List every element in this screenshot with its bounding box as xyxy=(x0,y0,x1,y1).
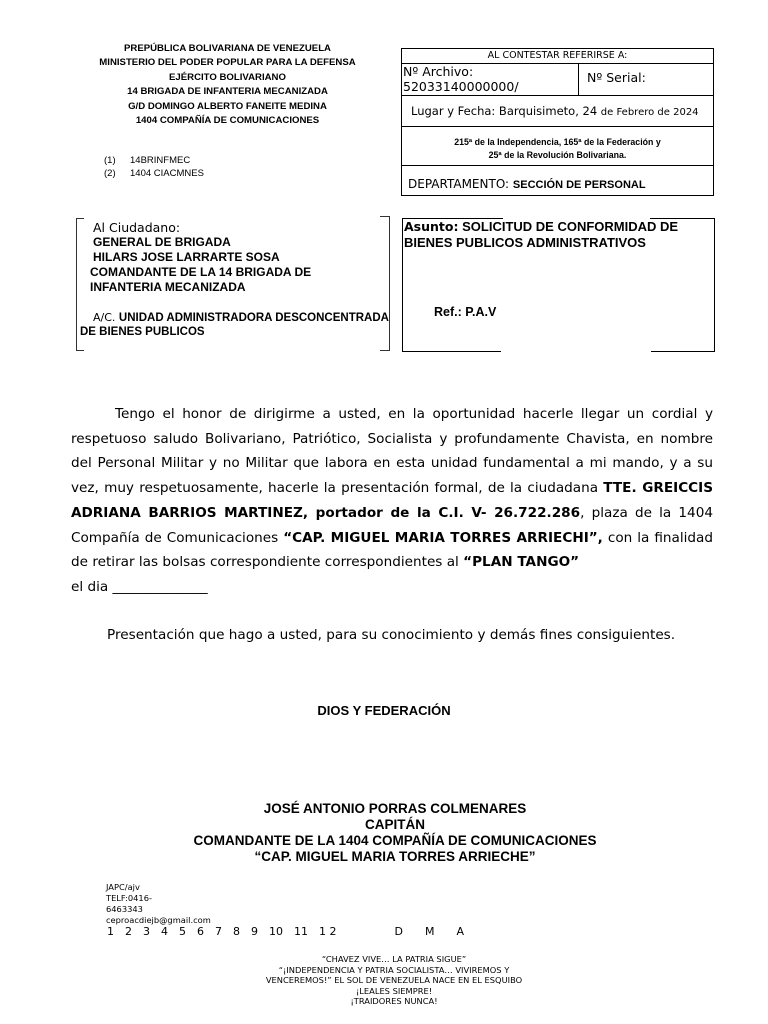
independencia-line: 25ª de la Revolución Bolivariana. xyxy=(488,150,627,160)
addressee-block xyxy=(90,235,311,295)
lugar-fecha-row xyxy=(402,96,713,127)
dma-label: D xyxy=(394,925,403,938)
month-number: 6 xyxy=(197,925,204,938)
body-text: el dia ______________ xyxy=(71,578,208,595)
plan-name: “PLAN TANGO” xyxy=(463,554,580,571)
month-numbers xyxy=(107,925,497,938)
lugar-fecha: Lugar y Fecha: Barquisimeto, 24 xyxy=(411,104,598,118)
slogan-line: VENCEREMOS!” EL SOL DE VENEZUELA NACE EN EL ESQUIBO xyxy=(265,975,523,985)
letterhead xyxy=(80,42,375,128)
independencia-row xyxy=(402,127,713,166)
month-number: 1 xyxy=(107,925,114,938)
subject-box-bottom xyxy=(651,351,715,352)
letterhead-line: G/D DOMINGO ALBERTO FANEITE MEDINA xyxy=(128,100,327,112)
archivo-label: Nº Archivo: xyxy=(403,64,474,79)
body-text: portador de la xyxy=(308,504,439,521)
ref-code: 1404 CIACMNES xyxy=(130,167,204,179)
fecha-resto: de Febrero de 2024 xyxy=(600,107,699,118)
month-number: 1 2 xyxy=(319,925,337,938)
month-number: 10 xyxy=(269,925,283,938)
ref-number: (2) xyxy=(104,167,116,179)
footer-contact xyxy=(106,882,211,926)
departamento-label: DEPARTAMENTO: xyxy=(408,177,510,191)
month-number: 9 xyxy=(251,925,258,938)
unit-name: “CAP. MIGUEL MARIA TORRES ARRIECHI”, xyxy=(283,529,603,546)
archivo-cell xyxy=(402,64,579,95)
signer-role: COMANDANTE DE LA 1404 COMPAÑÍA DE COMUNICACIONES xyxy=(193,833,597,848)
subject-line: SOLICITUD DE CONFORMIDAD DE xyxy=(462,219,679,234)
signer-name: JOSÉ ANTONIO PORRAS COLMENARES xyxy=(263,801,527,816)
month-number: 8 xyxy=(233,925,240,938)
body-text: , plaza de la 1404 Compañía de Comunicaciones xyxy=(71,504,713,546)
ac-line: DE BIENES PUBLICOS xyxy=(80,326,205,338)
initials: JAPC/ajv xyxy=(106,882,140,892)
dma-labels xyxy=(395,925,487,938)
archivo-value: 52033140000000/ xyxy=(403,79,519,94)
month-number: 2 xyxy=(125,925,132,938)
letterhead-line: 1404 COMPAÑÍA DE COMUNICACIONES xyxy=(135,115,320,127)
slogan-line: “¡INDEPENDENCIA Y PATRIA SOCIALISTA… VIVIREMOS Y xyxy=(278,964,510,975)
email: ceproacdiejb@gmail.com xyxy=(106,915,211,925)
signer-rank: CAPITÁN xyxy=(365,817,425,832)
signer-unit: “CAP. MIGUEL MARIA TORRES ARRIECHE” xyxy=(254,849,536,864)
addressee-line: COMANDANTE DE LA 14 BRIGADA DE xyxy=(90,265,312,279)
subject-text xyxy=(404,219,709,251)
letterhead-line: 14 BRIGADA DE INFANTERIA MECANIZADA xyxy=(127,86,328,98)
month-number: 5 xyxy=(179,925,186,938)
person-name: TTE. GREICCIS ADRIANA BARRIOS MARTINEZ, xyxy=(71,480,713,521)
addressee-line: GENERAL DE BRIGADA xyxy=(93,235,231,249)
contestar-header: AL CONTESTAR REFERIRSE A: xyxy=(402,49,713,64)
body-text: Tengo el honor de dirigirme a usted, en la oportunidad hacerle llegar un cordial y respetuoso saludo Bolivariano, Patriótico, Socialista y profundamente Chavista, en nombre del Personal Militar y no Militar que labora en esta unidad fundamental a mi mando, y a su vez, muy respetuosamente, hacerle la presentación formal, de la ciudadana xyxy=(71,406,713,497)
body-text: con la finalidad de retirar las bolsas correspondiente correspondientes al xyxy=(71,529,713,571)
motto: DIOS Y FEDERACIÓN xyxy=(317,703,451,718)
reference-codes xyxy=(104,155,204,180)
departamento-value: SECCIÓN DE PERSONAL xyxy=(512,179,646,191)
signature-block xyxy=(0,801,768,865)
subject-label: Asunto: xyxy=(404,219,459,234)
serial-label: Nº Serial: xyxy=(587,70,646,85)
id-number: C.I. V- 26.722.286 xyxy=(438,504,581,521)
ac-line: UNIDAD ADMINISTRADORA DESCONCENTRADA xyxy=(118,312,389,324)
addressee-line: INFANTERIA MECANIZADA xyxy=(90,280,246,294)
presentation-line: Presentación que hago a usted, para su conocimiento y demás fines consiguientes. xyxy=(107,627,676,643)
ref-code: 14BRINFMEC xyxy=(130,155,191,166)
reference-info-box xyxy=(401,48,714,196)
dma-label: M xyxy=(424,925,435,938)
subject-line: BIENES PUBLICOS ADMINISTRATIVOS xyxy=(404,235,646,250)
slogan-line: ¡TRAIDORES NUNCA! xyxy=(350,996,438,1006)
letterhead-line: MINISTERIO DEL PODER POPULAR PARA LA DEFENSA xyxy=(99,57,356,69)
ac-label: A/C. xyxy=(93,311,116,324)
subject-box-bottom xyxy=(402,351,501,352)
slogan xyxy=(0,954,768,1007)
attention-block xyxy=(80,311,389,339)
archivo-row xyxy=(402,64,713,96)
letterhead-line: PREPÚBLICA BOLIVARIANA DE VENEZUELA xyxy=(124,43,331,54)
dma-label: A xyxy=(456,925,465,938)
ref-number: (1) xyxy=(104,155,116,166)
slogan-line: ¡LEALES SIEMPRE! xyxy=(355,985,433,996)
letterhead-line: EJÉRCITO BOLIVARIANO xyxy=(169,71,286,83)
slogan-line: “CHAVEZ VIVE… LA PATRIA SIGUE” xyxy=(321,954,467,964)
independencia-line: 215ª de la Independencia, 165ª de la Federación y xyxy=(454,137,661,147)
month-number: 7 xyxy=(215,925,222,938)
addressee-line: HILARS JOSE LARRARTE SOSA xyxy=(93,250,280,264)
month-number: 11 xyxy=(294,925,308,938)
subject-ref: Ref.: P.A.V xyxy=(434,305,497,319)
phone-line: 6463343 xyxy=(106,904,143,914)
departamento-row xyxy=(402,166,713,196)
month-number: 3 xyxy=(143,925,150,938)
addressee-label: Al Ciudadano: xyxy=(93,220,181,235)
month-number: 4 xyxy=(161,925,168,938)
phone-line: TELF:0416- xyxy=(106,893,152,903)
body-paragraph xyxy=(71,402,713,600)
